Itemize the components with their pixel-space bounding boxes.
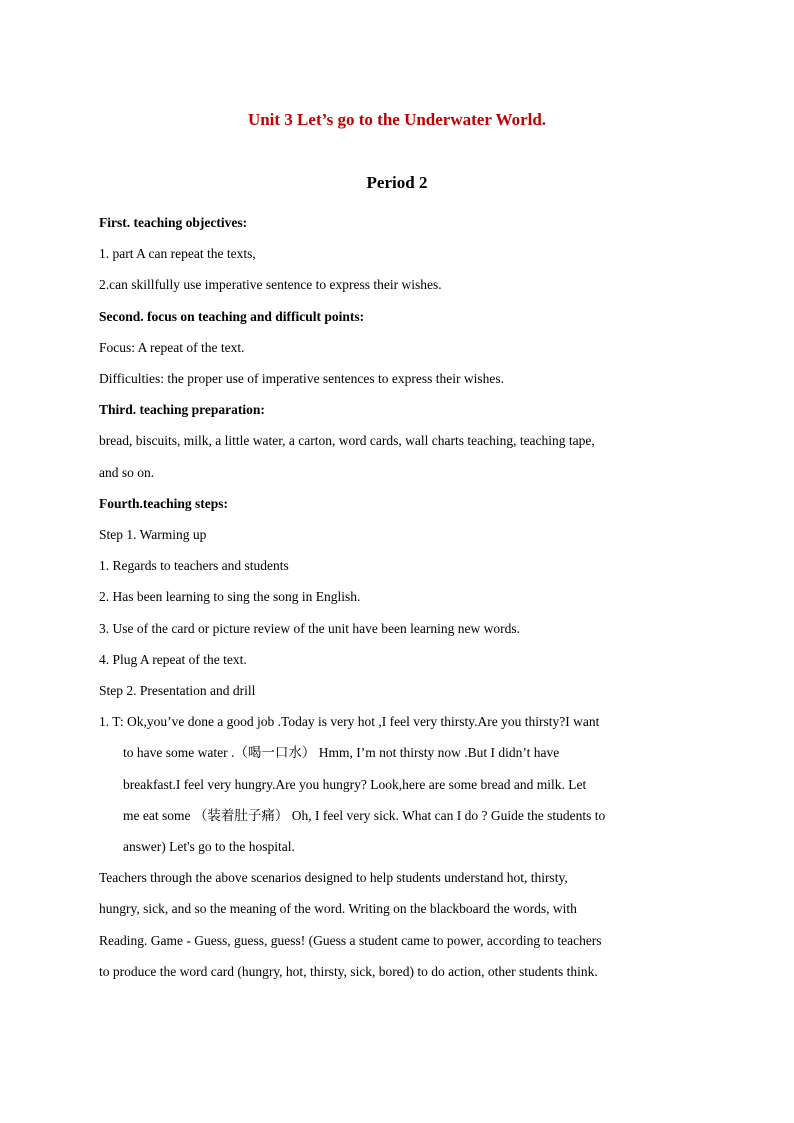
text-line: Focus: A repeat of the text.: [99, 339, 245, 355]
text-line: hungry, sick, and so the meaning of the word. Writing on the blackboard the words, with: [99, 901, 577, 917]
section-heading: Second. focus on teaching and difficult points:: [99, 308, 365, 324]
text-line: bread, biscuits, milk, a little water, a carton, word cards, wall charts teaching, teaching tape,: [99, 433, 595, 449]
text-line: 1. Regards to teachers and students: [99, 558, 289, 574]
text-line: Step 1. Warming up: [99, 527, 207, 543]
text-line: Difficulties: the proper use of imperative sentences to express their wishes.: [99, 371, 505, 387]
text-line: to produce the word card (hungry, hot, thirsty, sick, bored) to do action, other students think.: [99, 963, 598, 979]
lesson-plan-body: [99, 207, 699, 987]
section-heading: Third. teaching preparation:: [99, 402, 265, 418]
text-line: 4. Plug A repeat of the text.: [99, 651, 247, 667]
text-line: 3. Use of the card or picture review of the unit have been learning new words.: [99, 620, 520, 636]
unit-title: Unit 3 Let’s go to the Underwater World.: [247, 110, 547, 129]
text-line: Teachers through the above scenarios designed to help students understand hot, thirsty,: [99, 870, 568, 886]
section-heading: First. teaching objectives:: [99, 215, 248, 230]
text-line: Reading. Game - Guess, guess, guess! (Guess a student came to power, according to teachers: [99, 932, 602, 948]
text-line: 1. part A can repeat the texts,: [99, 246, 256, 262]
text-line: Step 2. Presentation and drill: [99, 683, 256, 699]
text-line: to have some water .（喝一口水） Hmm, I’m not thirsty now .But I didn’t have: [123, 745, 560, 761]
section-heading: Fourth.teaching steps:: [99, 495, 228, 511]
text-line: breakfast.I feel very hungry.Are you hungry? Look,here are some bread and milk. Let: [123, 776, 587, 792]
period-heading: Period 2: [366, 173, 428, 192]
text-line: answer) Let's go to the hospital.: [123, 839, 295, 855]
text-line: 1. T: Ok,you’ve done a good job .Today is very hot ,I feel very thirsty.Are you thirsty?I want: [99, 714, 600, 730]
text-line: 2. Has been learning to sing the song in English.: [99, 589, 361, 605]
text-line: 2.can skillfully use imperative sentence to express their wishes.: [99, 277, 442, 293]
text-line: me eat some （装着肚子痛） Oh, I feel very sick. What can I do ? Guide the students to: [123, 807, 606, 823]
text-line: and so on.: [99, 464, 155, 480]
